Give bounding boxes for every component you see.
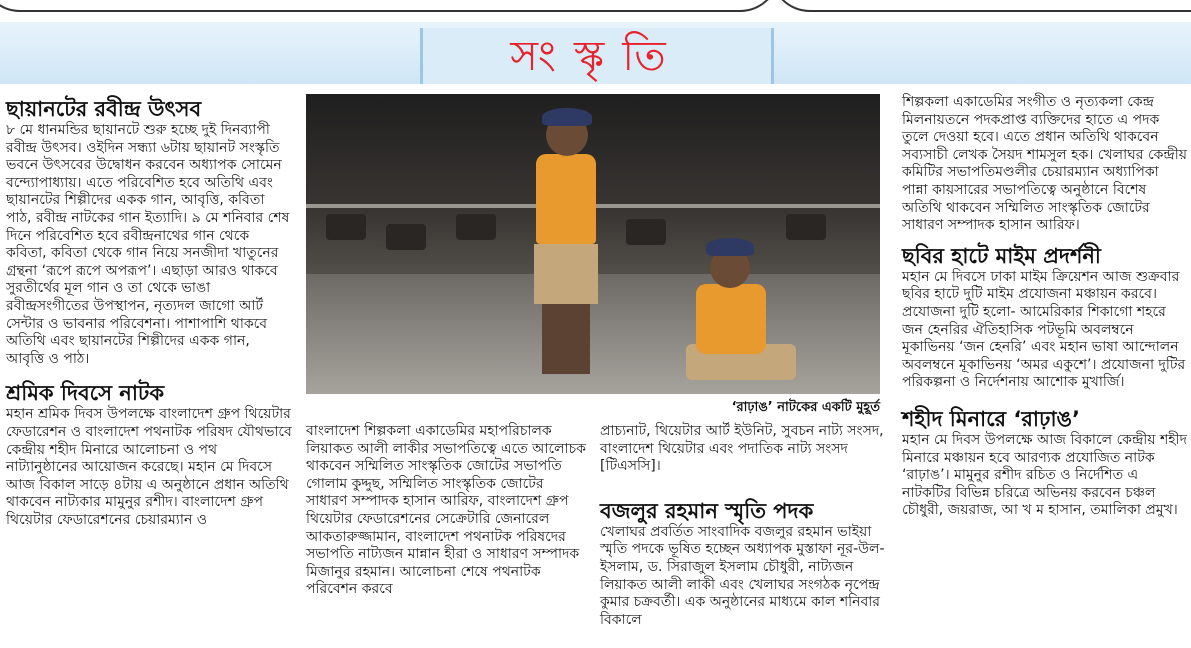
body-mime: মহান মে দিবসে ঢাকা মাইম ক্রিয়েশন আজ শুক্রবার ছবির হাটে দুটি মাইম প্রযোজনা মঞ্চায়ন করবে। প্রযোজনা দুটি হলো- আমেরিকার শিকাগো শহরে জন হেনরির ঐতিহাসিক পটভূমি অবলম্বনে মূকাভিনয় ‘জন হেনরি’ এবং মহান ভাষা আন্দোলন অবলম্বনে মূকাভিনয় ‘অমর একুশে’। প্রযোজনা দুটির পরিকল্পনা ও নির্দেশনায় আশোক মুখার্জি। <box>902 268 1186 391</box>
border-arc-left <box>0 0 780 12</box>
body-workers-day-part3: প্রাচ্যনাট, থিয়েটার আর্ট ইউনিট, সুবচন নাট্য সংসদ, বাংলাদেশ থিয়েটার এবং পদাতিক নাট্য সংসদ [টিএসসি]। <box>600 423 884 475</box>
headline-shaheed-minar: শহীদ মিনারে ‘রাঢ়াঙ’ <box>902 406 1080 431</box>
banner-title: সংস্কৃতি <box>420 28 774 84</box>
body-shaheed-minar: মহান মে দিবস উপলক্ষে আজ বিকালে কেন্দ্রীয় শহীদ মিনারে মঞ্চায়ন হবে আরণ্যক প্রযোজিত নাটক ‘রাঢ়াঙ’। মামুনুর রশীদ রচিত ও নির্দেশিত এ নাটকটির বিভিন্ন চরিত্রে অভিনয় করবেন চঞ্চল চৌধুরী, জয়রাজ, আ খ ম হাসান, তমালিকা প্রমুখ। <box>902 431 1187 519</box>
column-2 <box>306 423 588 599</box>
actor-seated-cap <box>706 238 754 256</box>
photo-chair <box>456 214 496 240</box>
actor-standing-legs <box>542 304 590 374</box>
column-1 <box>6 96 292 529</box>
border-arc-right <box>770 0 1191 12</box>
body-chhayanaut: ৮ মে ধানমন্ডির ছায়ানটে শুরু হচ্ছে দুই দিনব্যাপী রবীন্দ্র উৎসব। ওইদিন সন্ধ্যা ৬টায় ছায়ানট সংস্কৃতি ভবনে উৎসবের উদ্বোধন করবেন অধ্যাপক সোমেন বন্দ্যোপাধ্যায়। এতে পরিবেশিত হবে অতিথি এবং ছায়ানটের শিল্পীদের একক গান, আবৃত্তি, কবিতা পাঠ, রবীন্দ্র নাটকের গান ইত্যাদি। ৯ মে শনিবার শেষ দিনে পরিবেশিত হবে রবীন্দ্রনাথের গান থেকে কবিতা, কবিতা থেকে গান নিয়ে সনজীদা খাতুনের গ্রন্থনা ‘রূপে রূপে অপরূপ’। এছাড়া আরও থাকবে সুরতীর্থের মূল গান ও তা থেকে ভাঙা রবীন্দ্রসংগীতের উপস্থাপন, নৃত্যদল জাগো আর্ট সেন্টার ও ভাবনার পরিবেশনা। পাশাপাশি থাকবে অতিথি এবং ছায়ানটের শিল্পীদের একক গান, আবৃত্তি ও পাঠ। <box>6 122 290 367</box>
photo-chair <box>626 219 666 245</box>
photo-chair <box>386 224 426 250</box>
headline-bazlur: বজলুর রহমান স্মৃতি পদক <box>600 498 814 523</box>
top-border <box>0 0 1191 14</box>
body-workers-day-part1: মহান শ্রমিক দিবস উপলক্ষে বাংলাদেশ গ্রুপ থিয়েটার ফেডারেশন ও বাংলাদেশ পথনাটক পরিষদ যৌথভাবে কেন্দ্রীয় শহীদ মিনারে আলোচনা ও পথ নাট্যানুষ্ঠানের আয়োজন করেছে। মহান মে দিবসে আজ বিকাল সাড়ে ৪টায় এ অনুষ্ঠানে প্রধান অতিথি থাকবেন নাট্যকার মামুনুর রশীদ। বাংলাদেশ গ্রুপ থিয়েটার ফেডারেশনের চেয়ারম্যান ও <box>6 406 292 528</box>
body-bazlur: খেলাঘর প্রবর্তিত সাংবাদিক বজলুর রহমান ভাইয়া স্মৃতি পদকে ভূষিত হচ্ছেন অধ্যাপক মুস্তাফা নূর-উল-ইসলাম, ড. সিরাজুল ইসলাম চৌধুরী, নাট্যজন লিয়াকত আলী লাকী এবং খেলাঘর সংগঠক নৃপেন্দ্র কুমার চক্রবর্তী। এক অনুষ্ঠানের মাধ্যমে কাল শনিবার বিকালে <box>600 523 885 628</box>
play-photo <box>306 94 880 394</box>
column-3 <box>600 423 885 629</box>
photo-caption: ‘রাঢ়াঙ’ নাটকের একটি মুহূর্ত <box>731 400 880 415</box>
photo-chair <box>786 214 826 240</box>
headline-chhayanaut: ছায়ানটের রবীন্দ্র উৎসব <box>6 97 202 121</box>
body-workers-day-part2: বাংলাদেশ শিল্পকলা একাডেমির মহাপরিচালক লিয়াকত আলী লাকীর সভাপতিত্বে এতে আলোচক থাকবেন সম্মিলিত সাংস্কৃতিক জোটের সভাপতি গোলাম কুদ্দুছ, সম্মিলিত সাংস্কৃতিক জোটের সাধারণ সম্পাদক হাসান আরিফ, বাংলাদেশ গ্রুপ থিয়েটার ফেডারেশনের সেক্রেটারি জেনারেল আকতারুজ্জামান, বাংলাদেশ পথনাটক পরিষদের সভাপতি নাট্যজন মান্নান হীরা ও সাধারণ সম্পাদক মিজানুর রহমান। আলোচনা শেষে পথনাটক পরিবেশন করবে <box>306 423 586 598</box>
actor-standing-cap <box>542 108 592 126</box>
column-4 <box>902 94 1188 520</box>
actor-standing-shirt <box>536 154 596 244</box>
headline-mime: ছবির হাটে মাইম প্রদর্শনী <box>902 243 1101 268</box>
actor-standing-shorts <box>534 244 598 304</box>
photo-chair <box>326 214 366 240</box>
body-bazlur-cont: শিল্পকলা একাডেমির সংগীত ও নৃত্যকলা কেন্দ্র মিলনায়তনে পদকপ্রাপ্ত ব্যক্তিদের হাতে এ পদক তুলে দেওয়া হবে। এতে প্রধান অতিথি থাকবেন সব্যসাচী লেখক সৈয়দ শামসুল হক। খেলাঘর কেন্দ্রীয় কমিটির সভাপতিমণ্ডলীর চেয়ারম্যান অধ্যাপিকা পান্না কায়সারের সভাপতিত্বে অনুষ্ঠানে বিশেষ অতিথি থাকবেন সম্মিলিত সাংস্কৃতিক জোটের সাধারণ সম্পাদক হাসান আরিফ। <box>902 94 1187 234</box>
actor-seated-shirt <box>696 284 766 354</box>
headline-workers-day: শ্রমিক দিবসে নাটক <box>6 381 165 406</box>
